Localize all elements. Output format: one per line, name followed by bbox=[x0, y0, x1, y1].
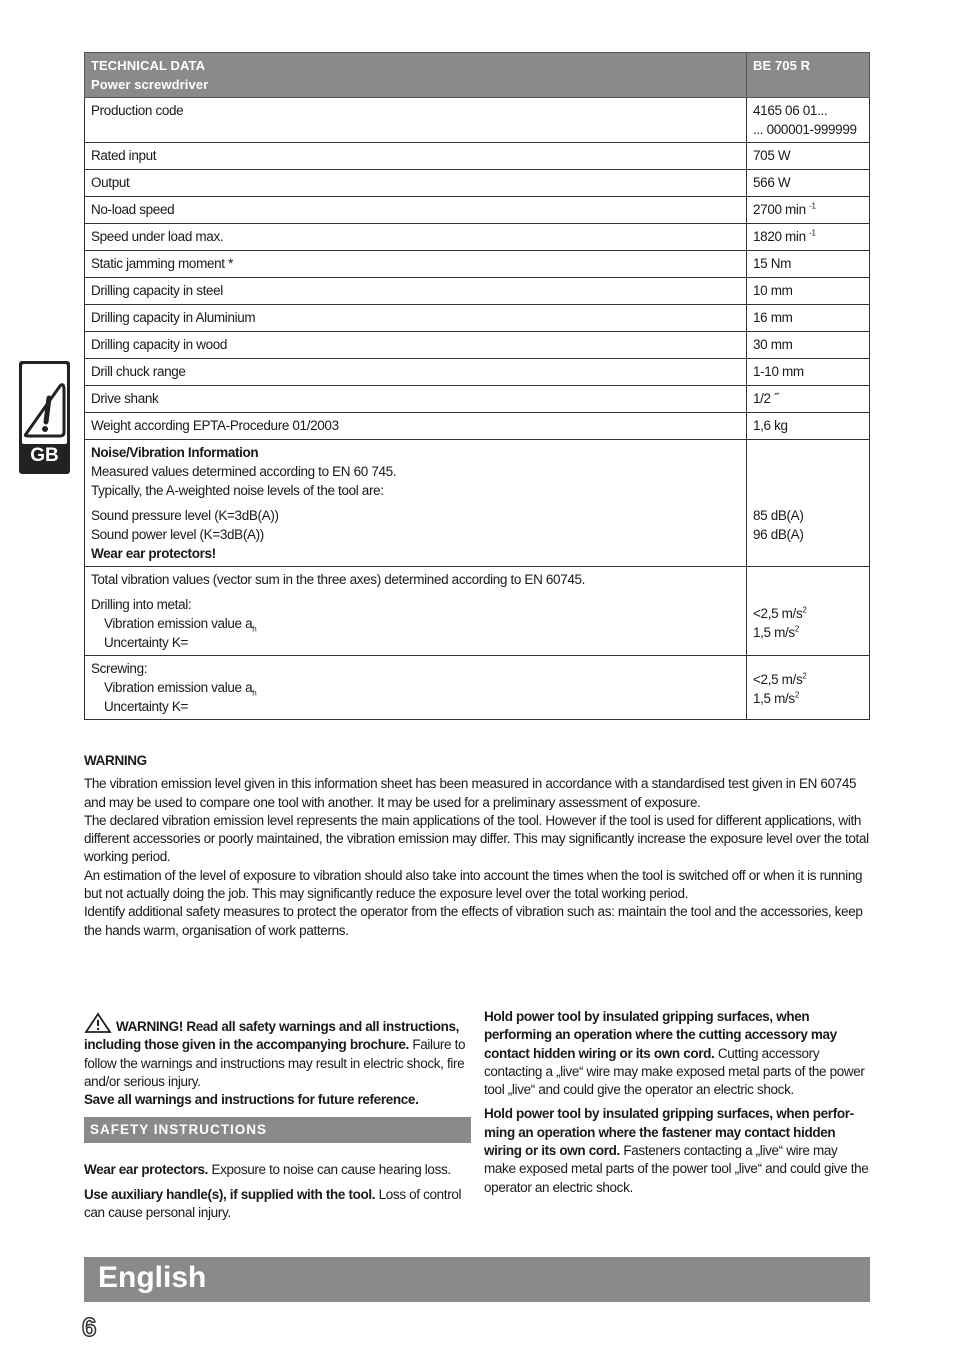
screwing-uncertainty-value: 1,5 m/s bbox=[753, 691, 795, 706]
cutting-accessory-text: Cutting accessory contacting a „live“ wire may make exposed metal parts of the power tool „live“ and could give the operator an electric shock. bbox=[484, 1045, 865, 1098]
noise-line: Measured values determined according to EN 60 745. bbox=[91, 464, 397, 479]
table-row bbox=[85, 359, 870, 386]
row-label: Drive shank bbox=[85, 386, 747, 413]
row-label: No-load speed bbox=[85, 197, 747, 224]
ear-protectors-bold: Wear ear protectors. bbox=[84, 1162, 209, 1178]
noise-title: Noise/Vibration Information bbox=[91, 445, 259, 460]
row-label: Output bbox=[85, 170, 747, 197]
warning-paragraph: The declared vibration emission level represents the main applications of the tool. However if the tool is used for different applications, with different accessories or poorly maintained, the vibration emission may differ. This may significantly increase the exposure level over the total working period. bbox=[84, 812, 869, 865]
row-value: 1-10 mm bbox=[747, 359, 870, 386]
noise-line: Typically, the A-weighted noise levels of the tool are: bbox=[91, 483, 384, 498]
unit-sup: 2 bbox=[802, 671, 807, 681]
row-value: 4165 06 01... bbox=[753, 103, 828, 118]
warning-triangle-icon bbox=[84, 1012, 112, 1034]
row-value: 15 Nm bbox=[747, 251, 870, 278]
unit-sup: 2 bbox=[794, 690, 799, 700]
unit-sup: 2 bbox=[802, 605, 807, 615]
sound-pressure-label: Sound pressure level (K=3dB(A)) bbox=[91, 508, 279, 523]
sound-pressure-value: 85 dB(A) bbox=[753, 508, 804, 523]
aux-handle-text: Loss of control can cause personal injury. bbox=[84, 1186, 462, 1221]
warning-paragraph: The vibration emission level given in this information sheet has been measured in accordance with a standardised test given in EN 60745 and may be used to compare one tool with another. It may be used for a preliminary assessment of exposure. bbox=[84, 776, 857, 810]
technical-data-table bbox=[84, 52, 870, 720]
row-value: 30 mm bbox=[747, 332, 870, 359]
row-value: 1,6 kg bbox=[747, 413, 870, 440]
vibration-screwing-row bbox=[85, 656, 870, 720]
emission-label: Vibration emission value a bbox=[104, 680, 253, 695]
uncertainty-label: Uncertainty K= bbox=[104, 635, 189, 650]
table-row bbox=[85, 332, 870, 359]
header-title: TECHNICAL DATA bbox=[91, 58, 206, 73]
emission-sub: h bbox=[252, 624, 257, 634]
row-value: 1/2 ˝ bbox=[747, 386, 870, 413]
table-row bbox=[85, 251, 870, 278]
ear-protectors-text: Exposure to noise can cause hearing loss. bbox=[208, 1162, 451, 1178]
warning-paragraph: An estimation of the level of exposure to vibration should also take into account the times when the tool is switched off or when it is running but not actually doing the job. This may significantly reduce the exposure level over the total working period. bbox=[84, 867, 863, 902]
drilling-uncertainty-value: 1,5 m/s bbox=[753, 625, 795, 640]
emission-label: Vibration emission value a bbox=[104, 616, 253, 631]
fastener-text: Fasteners contacting a „live“ wire may make exposed metal parts of the power tool „live“ and could give the operator an electric shock. bbox=[484, 1143, 869, 1195]
row-value: 1820 min bbox=[753, 229, 806, 244]
language-footer-bar bbox=[84, 1257, 870, 1302]
emission-sub: h bbox=[252, 688, 257, 698]
language-tab bbox=[19, 361, 70, 474]
sound-power-value: 96 dB(A) bbox=[753, 527, 804, 542]
fastener-bold: Hold power tool by insulated gripping surfaces, when perfor-ming an operation where the fastener may contact hidden wiring or its own cord. bbox=[484, 1106, 854, 1159]
sound-power-label: Sound power level (K=3dB(A)) bbox=[91, 527, 264, 542]
noise-row bbox=[85, 440, 870, 567]
row-value-sup: -1 bbox=[809, 201, 816, 211]
warning-title: WARNING bbox=[84, 753, 147, 768]
row-value: 566 W bbox=[747, 170, 870, 197]
vibration-drilling-row bbox=[85, 567, 870, 656]
table-row bbox=[85, 224, 870, 251]
screwing-emission-value: <2,5 m/s bbox=[753, 672, 803, 687]
screwing-title: Screwing: bbox=[91, 661, 148, 676]
vibration-intro: Total vibration values (vector sum in the three axes) determined according to EN 60745. bbox=[91, 572, 586, 587]
row-label: Drilling capacity in wood bbox=[85, 332, 747, 359]
table-row bbox=[85, 305, 870, 332]
drilling-title: Drilling into metal: bbox=[91, 597, 192, 612]
row-value-2: ... 000001-999999 bbox=[753, 122, 857, 137]
general-warning-bold: WARNING! Read all safety warnings and all instructions, including those given in the accompanying brochure. bbox=[84, 1019, 460, 1053]
general-warning-text: Failure to follow the warnings and instructions may result in electric shock, fire and/or serious injury. bbox=[84, 1037, 466, 1089]
row-label: Drilling capacity in Aluminium bbox=[85, 305, 747, 332]
row-label: Speed under load max. bbox=[85, 224, 747, 251]
row-label: Weight according EPTA-Procedure 01/2003 bbox=[85, 413, 747, 440]
row-label: Production code bbox=[85, 98, 747, 143]
vibration-warning bbox=[84, 752, 870, 940]
cutting-accessory-bold: Hold power tool by insulated gripping surfaces, when performing an operation where the cutting accessory may contact hidden wiring or its own cord. bbox=[484, 1009, 837, 1061]
table-row bbox=[85, 413, 870, 440]
table-row bbox=[85, 98, 870, 143]
aux-handle-bold: Use auxiliary handle(s), if supplied with the tool. bbox=[84, 1186, 376, 1202]
right-column bbox=[484, 1008, 870, 1197]
row-value-sup: -1 bbox=[809, 228, 816, 238]
warning-exclamation-icon bbox=[22, 364, 67, 444]
unit-sup: 2 bbox=[794, 624, 799, 634]
drilling-emission-value: <2,5 m/s bbox=[753, 606, 803, 621]
row-value: 2700 min bbox=[753, 202, 806, 217]
header-model: BE 705 R bbox=[747, 53, 870, 98]
table-row bbox=[85, 143, 870, 170]
table-row bbox=[85, 386, 870, 413]
row-value: 10 mm bbox=[747, 278, 870, 305]
row-label: Static jamming moment * bbox=[85, 251, 747, 278]
save-instructions: Save all warnings and instructions for future reference. bbox=[84, 1092, 419, 1108]
table-row bbox=[85, 170, 870, 197]
row-value: 705 W bbox=[747, 143, 870, 170]
uncertainty-label: Uncertainty K= bbox=[104, 699, 189, 714]
gb-label: GB bbox=[30, 445, 59, 466]
page-number: 6 bbox=[82, 1312, 97, 1342]
warning-paragraph: Identify additional safety measures to protect the operator from the effects of vibration such as: maintain the tool and the accessories, keep the hands warm, organisation of work patterns. bbox=[84, 904, 863, 938]
ear-protector-note: Wear ear protectors! bbox=[91, 546, 216, 561]
table-row bbox=[85, 278, 870, 305]
header-subtitle: Power screwdriver bbox=[91, 77, 209, 92]
row-label: Rated input bbox=[85, 143, 747, 170]
row-value: 16 mm bbox=[747, 305, 870, 332]
row-label: Drill chuck range bbox=[85, 359, 747, 386]
table-row bbox=[85, 197, 870, 224]
table-header bbox=[85, 53, 870, 98]
left-column bbox=[84, 1012, 471, 1222]
safety-instructions-heading: SAFETY INSTRUCTIONS bbox=[84, 1117, 471, 1143]
language-title: English bbox=[98, 1261, 207, 1294]
row-label: Drilling capacity in steel bbox=[85, 278, 747, 305]
